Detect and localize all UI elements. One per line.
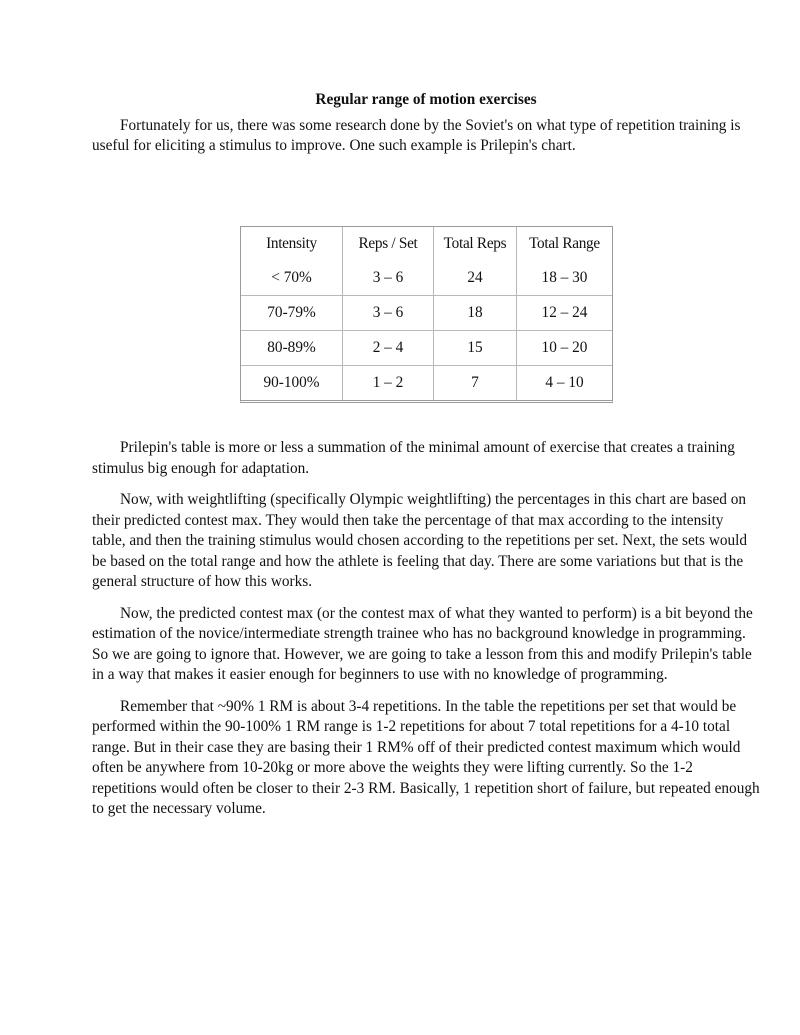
- total-range-cell: 10 – 20: [517, 331, 612, 366]
- total-reps-cell: 7: [434, 366, 517, 400]
- table-row: [241, 366, 612, 400]
- body-text: [92, 438, 760, 831]
- column-header-total-range: Total Range: [529, 234, 600, 252]
- intensity-cell: 90-100%: [241, 366, 343, 400]
- intensity-cell: 80-89%: [241, 331, 343, 366]
- intro-paragraph: Fortunately for us, there was some research done by the Soviet's on what type of repetition training is useful for eliciting a stimulus to improve. One such example is Prilepin's chart.: [92, 116, 741, 154]
- total-reps-cell: 18: [434, 296, 517, 331]
- table-row: [241, 261, 612, 296]
- table-header-row: [241, 227, 612, 261]
- total-reps-cell: 24: [434, 261, 517, 296]
- total-range-cell: 4 – 10: [545, 373, 584, 391]
- column-header-reps-per-set: Reps / Set: [343, 227, 434, 261]
- intensity-cell: < 70%: [241, 261, 343, 296]
- body-paragraph: Now, with weightlifting (specifically Olympic weightlifting) the percentages in this chart are based on their predicted contest max. They would then take the percentage of that max according to the intensity table, and then the training stimulus would chosen according to the repetitions per set. Next, the sets would be based on the total range and how the athlete is feeling that day. There are some variations but that is the general structure of how this works.: [92, 491, 748, 590]
- table-row: [241, 296, 612, 331]
- reps-per-set-cell: 2 – 4: [343, 331, 434, 366]
- section-title: Regular range of motion exercises: [315, 91, 537, 108]
- column-header-intensity: Intensity: [241, 227, 343, 261]
- total-reps-cell: 15: [434, 331, 517, 366]
- body-paragraph: Remember that ~90% 1 RM is about 3-4 repetitions. In the table the repetitions per set that would be performed within the 90-100% 1 RM range is 1-2 repetitions for about 7 total repetitions for a 4-10 total range. But in their case they are basing their 1 RM% off of their predicted contest maximum which would often be anywhere from 10-20kg or more above the weights they were lifting currently. So the 1-2 repetitions would often be closer to their 2-3 RM. Basically, 1 repetition short of failure, but repeated enough to get the necessary volume.: [92, 697, 760, 817]
- document-page: [92, 80, 760, 817]
- reps-per-set-cell: 3 – 6: [343, 296, 434, 331]
- body-paragraph: Prilepin's table is more or less a summation of the minimal amount of exercise that creates a training stimulus big enough for adaptation.: [92, 439, 735, 477]
- column-header-total-reps: Total Reps: [434, 227, 517, 261]
- total-range-cell: 18 – 30: [517, 261, 612, 296]
- reps-per-set-cell: 3 – 6: [343, 261, 434, 296]
- prilepin-table-container: [240, 226, 613, 403]
- intensity-cell: 70-79%: [241, 296, 343, 331]
- total-range-cell: 12 – 24: [517, 296, 612, 331]
- prilepin-table: [240, 226, 613, 403]
- body-paragraph: Now, the predicted contest max (or the contest max of what they wanted to perform) is a bit beyond the estimation of the novice/intermediate strength trainee who has no background knowledge in programming. So we are going to ignore that. However, we are going to take a lesson from this and modify Prilepin's table in a way that makes it easier enough for beginners to use with no knowledge of programming.: [92, 604, 753, 683]
- reps-per-set-cell: 1 – 2: [343, 366, 434, 400]
- table-row: [241, 331, 612, 366]
